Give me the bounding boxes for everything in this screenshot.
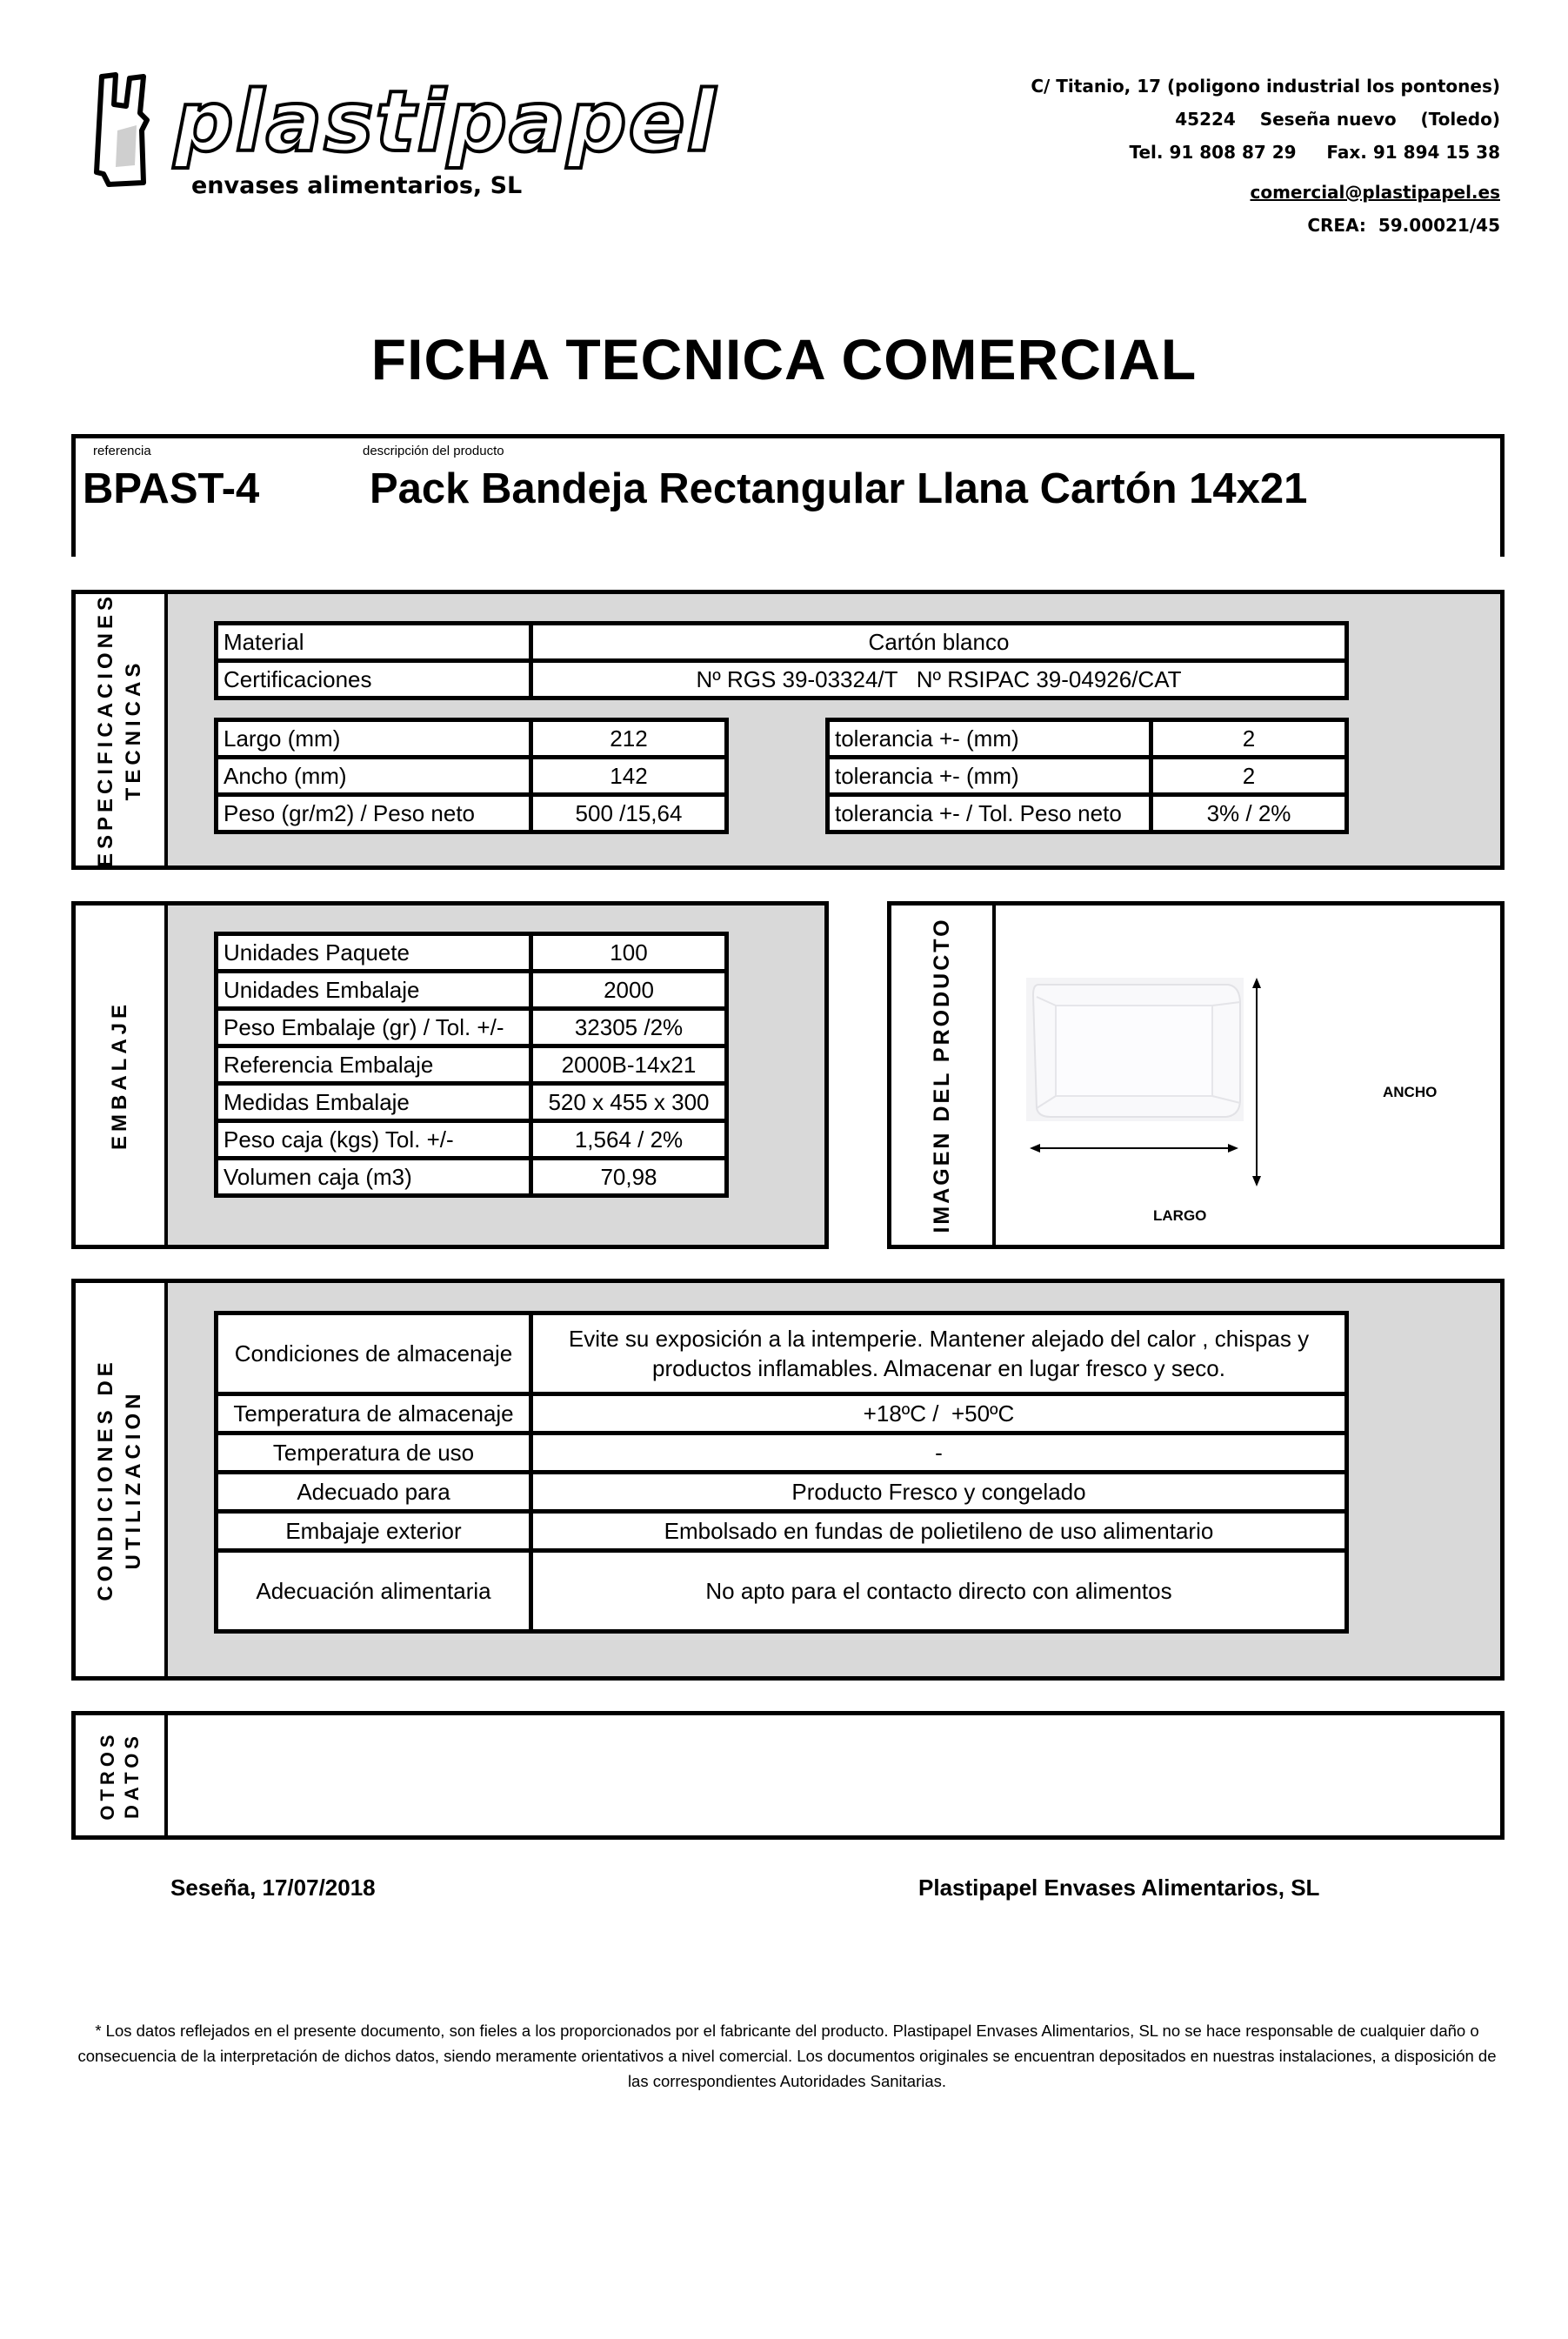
conditions-table xyxy=(214,1311,1349,1634)
dimensions-table xyxy=(214,718,729,834)
packaging-label-cell: Peso Embalaje (gr) / Tol. +/- xyxy=(217,1009,531,1046)
table-row xyxy=(217,624,1347,661)
packaging-label-cell: Unidades Paquete xyxy=(217,934,531,972)
table-row xyxy=(217,934,727,972)
place-date: Seseña, 17/07/2018 xyxy=(170,1875,376,1901)
other-data-section xyxy=(71,1711,1505,1840)
length-label: LARGO xyxy=(1153,1207,1207,1224)
tolerance-label: tolerancia +- (mm) xyxy=(828,720,1151,758)
packaging-value: 32305 /2% xyxy=(531,1009,727,1046)
condition-value: - xyxy=(531,1433,1347,1473)
table-row xyxy=(217,1084,727,1121)
packaging-table xyxy=(214,932,729,1198)
packaging-value: 2000 xyxy=(531,972,727,1009)
condition-label: Temperatura de almacenaje xyxy=(217,1394,531,1433)
packaging-value: 100 xyxy=(531,934,727,972)
tolerance-value: 3% / 2% xyxy=(1151,795,1347,832)
tolerance-value: 2 xyxy=(1151,758,1347,795)
reference-label: referencia xyxy=(93,444,151,458)
condition-value: Embolsado en fundas de polietileno de uso alimentario xyxy=(531,1512,1347,1551)
address-line-2: 45224 Seseña nuevo (Toledo) xyxy=(1175,109,1500,130)
packaging-side-label xyxy=(76,906,168,1245)
condition-label: Embajaje exterior xyxy=(217,1512,531,1551)
condition-label: Adecuación alimentaria xyxy=(217,1551,531,1632)
table-row xyxy=(217,758,727,795)
logo-subtitle: envases alimentarios, SL xyxy=(191,172,523,199)
specs-label-line-2: TECNICAS xyxy=(122,658,145,801)
disclaimer: * Los datos reflejados en el presente documento, son fieles a los proporcionados por el fabricante del producto. Plastipapel Envases Alimentarios, SL no se hace responsable de cualquier daño o consecuencia de la interpretación de dichos datos, siendo meramente orientativos a nivel comercial. Los documentos originales se encuentran depositados en nuestras instalaciones, a disposición de las correspondientes Autoridades Sanitarias. xyxy=(77,2022,1497,2090)
bag-icon xyxy=(91,70,174,191)
dimension-label: Peso (gr/m2) / Peso neto xyxy=(217,795,531,832)
table-row xyxy=(217,1551,1347,1632)
spec-label: Certificaciones xyxy=(217,661,531,698)
packaging-value: 70,98 xyxy=(531,1159,727,1196)
dimension-value: 212 xyxy=(531,720,727,758)
table-row xyxy=(217,795,727,832)
condition-label: Condiciones de almacenaje xyxy=(217,1313,531,1394)
packaging-label-cell: Unidades Embalaje xyxy=(217,972,531,1009)
crea-number: CREA: 59.00021/45 xyxy=(1307,215,1500,236)
tolerances-table xyxy=(825,718,1349,834)
table-row xyxy=(217,1512,1347,1551)
specs-label-line-1: ESPECIFICACIONES xyxy=(94,591,117,868)
address-line-1: C/ Titanio, 17 (poligono industrial los pontones) xyxy=(1031,76,1500,97)
document-title: FICHA TECNICA COMERCIAL xyxy=(370,327,1198,391)
product-description: Pack Bandeja Rectangular Llana Cartón 14x21 xyxy=(370,465,1308,512)
logo-wordmark: plastipapel xyxy=(174,73,717,170)
table-row xyxy=(217,1159,727,1196)
description-label: descripción del producto xyxy=(363,444,504,458)
table-row xyxy=(217,1046,727,1084)
condition-value: Evite su exposición a la intemperie. Mantener alejado del calor , chispas y productos inflamables. Almacenar en lugar fresco y seco. xyxy=(531,1313,1347,1394)
table-row xyxy=(217,1121,727,1159)
packaging-value: 520 x 455 x 300 xyxy=(531,1084,727,1121)
table-row xyxy=(217,661,1347,698)
product-reference: BPAST-4 xyxy=(83,465,260,512)
packaging-label-cell: Volumen caja (m3) xyxy=(217,1159,531,1196)
condition-value: No apto para el contacto directo con alimentos xyxy=(531,1551,1347,1632)
dimension-label: Ancho (mm) xyxy=(217,758,531,795)
condition-value: Producto Fresco y congelado xyxy=(531,1473,1347,1512)
table-row xyxy=(217,1009,727,1046)
dimension-value: 142 xyxy=(531,758,727,795)
specs-side-label xyxy=(76,591,168,868)
packaging-value: 1,564 / 2% xyxy=(531,1121,727,1159)
table-row xyxy=(217,1394,1347,1433)
tolerance-label: tolerancia +- (mm) xyxy=(828,758,1151,795)
spec-value: Cartón blanco xyxy=(531,624,1347,661)
product-image xyxy=(1026,978,1339,1195)
tray-illustration xyxy=(1026,978,1339,1195)
conditions-side-label xyxy=(76,1283,168,1676)
signature-company: Plastipapel Envases Alimentarios, SL xyxy=(918,1875,1320,1901)
tolerance-label: tolerancia +- / Tol. Peso neto xyxy=(828,795,1151,832)
general-specs-table xyxy=(214,621,1349,700)
table-row xyxy=(828,795,1347,832)
product-header xyxy=(71,434,1505,557)
company-logo xyxy=(91,70,717,209)
email-link[interactable]: comercial@plastipapel.es xyxy=(1250,182,1500,203)
table-row xyxy=(217,1313,1347,1394)
conditions-label-line-2: UTILIZACION xyxy=(122,1389,145,1570)
product-image-side-label xyxy=(891,906,996,1245)
table-row xyxy=(217,1433,1347,1473)
length-arrow-icon xyxy=(1030,1141,1238,1155)
other-side-label xyxy=(76,1715,168,1835)
packaging-label: EMBALAJE xyxy=(108,999,131,1151)
table-row xyxy=(217,720,727,758)
phone-fax: Tel. 91 808 87 29 Fax. 91 894 15 38 xyxy=(1129,142,1500,163)
width-arrow-icon xyxy=(1248,978,1265,1186)
table-row xyxy=(828,758,1347,795)
condition-label: Adecuado para xyxy=(217,1473,531,1512)
spec-label: Material xyxy=(217,624,531,661)
packaging-value: 2000B-14x21 xyxy=(531,1046,727,1084)
table-row xyxy=(217,1473,1347,1512)
packaging-label-cell: Medidas Embalaje xyxy=(217,1084,531,1121)
condition-label: Temperatura de uso xyxy=(217,1433,531,1473)
conditions-label-line-1: CONDICIONES DE xyxy=(94,1358,117,1601)
condition-value: +18ºC / +50ºC xyxy=(531,1394,1347,1433)
tolerance-value: 2 xyxy=(1151,720,1347,758)
width-label: ANCHO xyxy=(1383,1084,1438,1100)
dimension-value: 500 /15,64 xyxy=(531,795,727,832)
other-label-line-1: OTROS xyxy=(97,1730,118,1821)
dimension-label: Largo (mm) xyxy=(217,720,531,758)
other-label-line-2: DATOS xyxy=(121,1732,143,1819)
company-contact xyxy=(1031,70,1500,242)
table-row xyxy=(828,720,1347,758)
packaging-label-cell: Referencia Embalaje xyxy=(217,1046,531,1084)
product-image-label: IMAGEN DEL PRODUCTO xyxy=(930,917,954,1233)
table-row xyxy=(217,972,727,1009)
packaging-label-cell: Peso caja (kgs) Tol. +/- xyxy=(217,1121,531,1159)
spec-value: Nº RGS 39-03324/T Nº RSIPAC 39-04926/CAT xyxy=(531,661,1347,698)
